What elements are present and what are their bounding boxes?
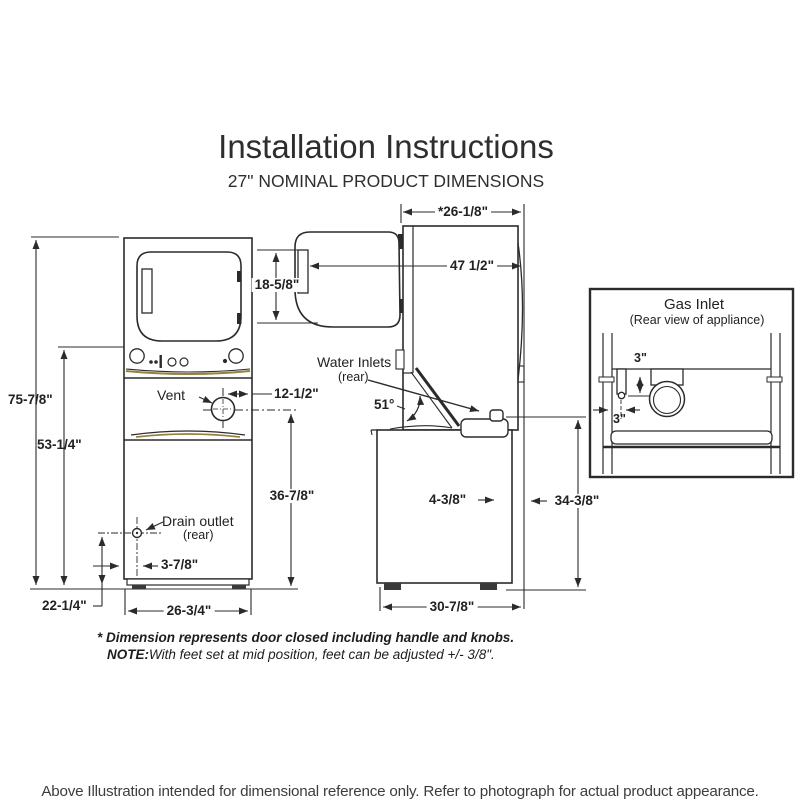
rear-console	[461, 419, 508, 437]
footer-disclaimer: Above Illustration intended for dimensional reference only. Refer to photograph for actual product appearance.	[41, 783, 759, 800]
note-feet-adjustment	[107, 647, 495, 662]
vent-label: Vent	[157, 387, 186, 403]
page-subtitle: 27" NOMINAL PRODUCT DIMENSIONS	[227, 171, 545, 191]
gas-inlet-title: Gas Inlet	[663, 296, 725, 313]
gas-dim-vertical: 3"	[634, 351, 647, 365]
door-hinge-bottom	[237, 313, 242, 324]
door-hinge-top	[237, 271, 242, 282]
dim-vent-height: 36-7/8"	[267, 489, 318, 503]
dim-door-open-clearance: 47 1/2"	[447, 259, 497, 273]
water-inlet-nub	[490, 410, 503, 421]
dim-door-height: 18-5/8"	[252, 278, 303, 292]
dim-front-width: 26-3/4"	[164, 604, 215, 618]
dim-rear-offset: 4-3/8"	[429, 492, 467, 507]
door-latch	[396, 350, 404, 369]
open-door-side	[295, 232, 400, 327]
drain-outlet-label: Drain outlet	[162, 513, 234, 529]
front-right-foot	[232, 585, 246, 589]
dim-base-depth: 30-7/8"	[427, 600, 478, 614]
water-inlets-label: Water Inlets	[317, 354, 392, 370]
gas-pipe	[617, 369, 626, 394]
dim-washer-top-height: 53-1/4"	[37, 437, 82, 452]
dim-depth: *26-1/8"	[435, 205, 491, 219]
dim-washer-height: 34-3/8"	[552, 494, 603, 508]
water-inlets-sublabel: (rear)	[338, 370, 369, 384]
side-view-drawing	[257, 204, 586, 611]
gas-panel-crossbar	[611, 431, 772, 444]
front-left-foot	[132, 585, 146, 589]
gas-inlet-subtitle: (Rear view of appliance)	[629, 313, 765, 327]
washer-rear-foot	[480, 583, 497, 590]
dim-vent-offset: 12-1/2"	[274, 386, 319, 401]
note-text: With feet set at mid position, feet can be adjusted +/- 3/8".	[149, 647, 495, 662]
lid-angle-label: 51°	[374, 397, 395, 412]
gas-dim-horizontal: 3"	[613, 412, 626, 426]
washer-front-foot	[384, 583, 401, 590]
dim-drain-offset: 3-7/8"	[161, 557, 199, 572]
dim-drain-height: 22-1/4"	[42, 598, 87, 613]
note-label: NOTE:	[107, 647, 149, 662]
dim-total-height: 75-7/8"	[8, 392, 53, 407]
drain-outlet-sublabel: (rear)	[183, 528, 214, 542]
note-dimension-door-closed: * Dimension represents door closed including handle and knobs.	[97, 630, 515, 645]
page-title: Installation Instructions	[218, 128, 554, 165]
